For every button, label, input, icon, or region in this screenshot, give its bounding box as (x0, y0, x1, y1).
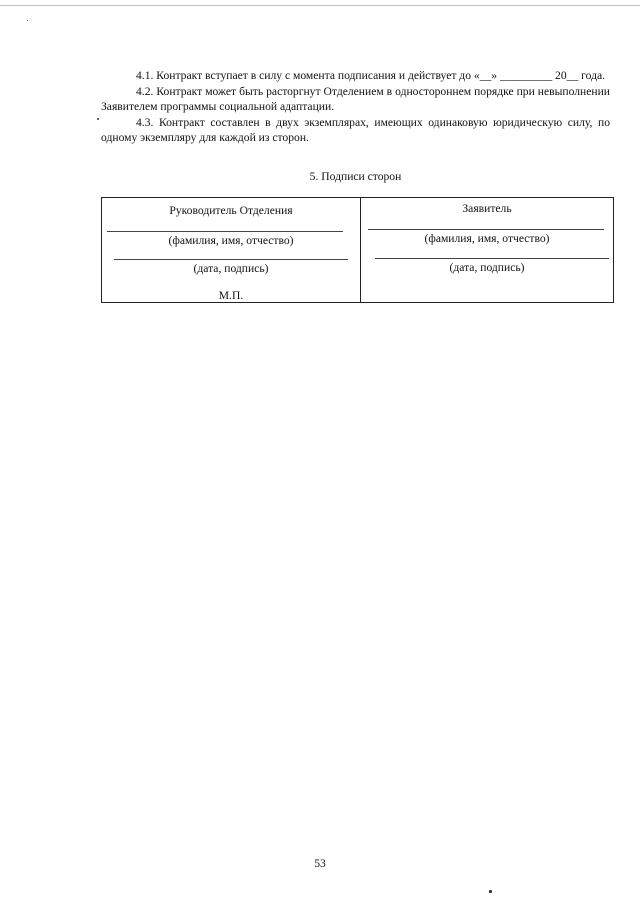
head-of-department-heading: Руководитель Отделения (169, 204, 293, 217)
date-signature-line (375, 258, 609, 259)
name-caption: (фамилия, имя, отчество) (168, 234, 294, 247)
name-caption: (фамилия, имя, отчество) (424, 232, 550, 245)
page-number: 53 (314, 857, 326, 870)
date-caption: (дата, подпись) (449, 261, 525, 274)
clause-4-1: 4.1. Контракт вступает в силу с момента подписания и действует до «__» _________ 20__ года. (136, 69, 606, 82)
scan-speck (97, 118, 99, 120)
date-signature-line (114, 259, 348, 260)
signature-table (101, 197, 614, 303)
name-signature-line (368, 229, 604, 230)
scan-edge-line (0, 5, 640, 6)
contract-clauses (101, 68, 610, 146)
section-title: 5. Подписи сторон (309, 170, 402, 183)
clause-4-3: 4.3. Контракт составлен в двух экземплярах, имеющих одинаковую юридическую силу, по одному экземпляру для каждой из сторон. (101, 115, 610, 144)
scan-speck (27, 20, 28, 21)
scan-speck (489, 890, 492, 893)
name-signature-line (107, 231, 343, 232)
applicant-heading: Заявитель (462, 202, 512, 215)
clause-4-2: 4.2. Контракт может быть расторгнут Отделением в одностороннем порядке при невыполнении Заявителем программы социальной адаптации. (101, 84, 610, 113)
signature-cell-applicant (361, 198, 613, 302)
date-caption: (дата, подпись) (193, 262, 269, 275)
signature-cell-head-of-department (102, 198, 361, 302)
seal-placeholder: М.П. (218, 289, 244, 302)
